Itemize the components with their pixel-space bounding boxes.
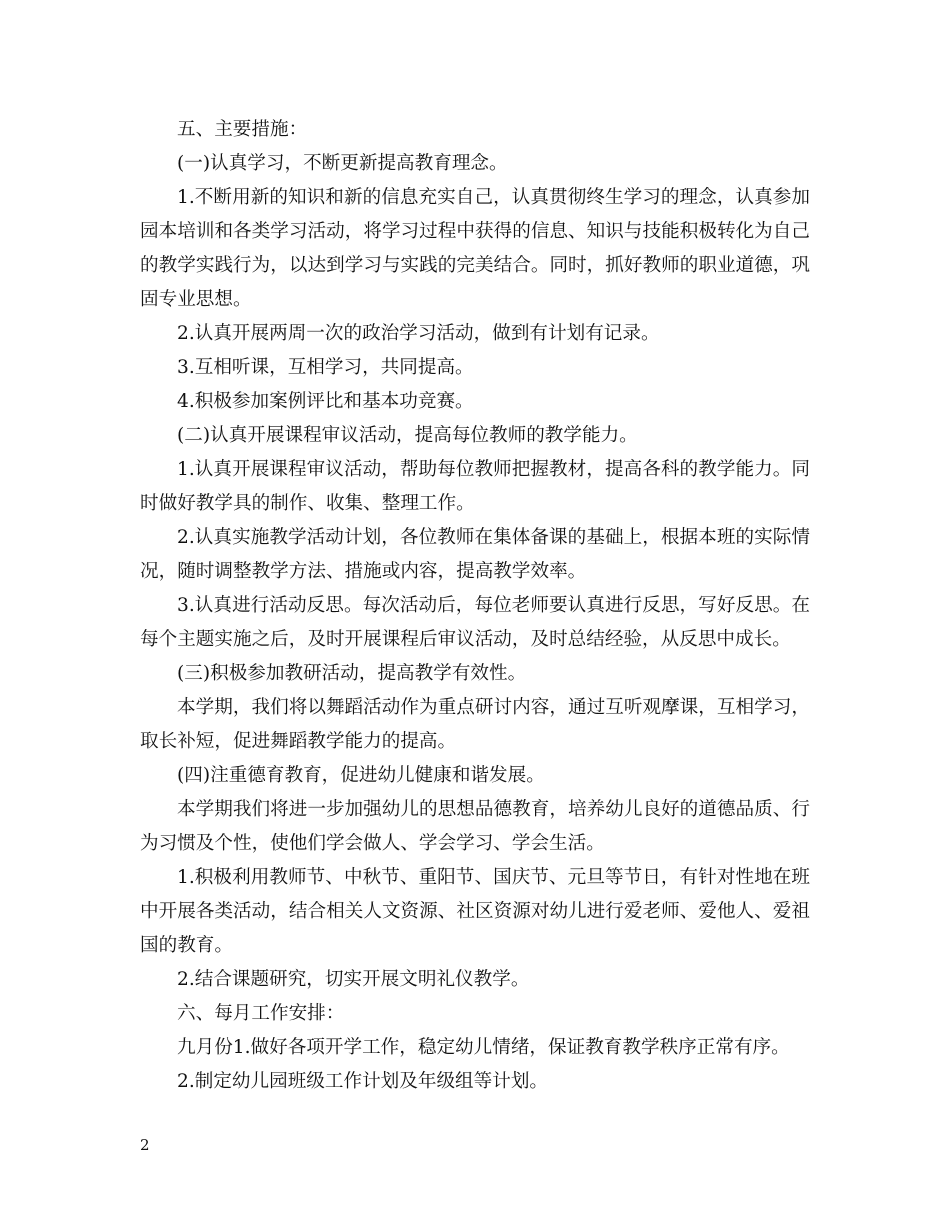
- paragraph: 2.制定幼儿园班级工作计划及年级组等计划。: [177, 1071, 549, 1092]
- subsection-heading-study: (一)认真学习，不断更新提高教育理念。: [177, 153, 508, 174]
- paragraph: 3.互相听课，互相学习，共同提高。: [177, 357, 474, 378]
- paragraph: 2.结合课题研究，切实开展文明礼仪教学。: [177, 969, 530, 990]
- paragraph: 1.认真开展课程审议活动，帮助每位教师把握教材，提高各科的教学能力。同时做好教学具的制作、收集、整理工作。: [140, 459, 810, 514]
- paragraph: 1.积极利用教师节、中秋节、重阳节、国庆节、元旦等节日，有针对性地在班中开展各类活动，结合相关人文资源、社区资源对幼儿进行爱老师、爱他人、爱祖国的教育。: [140, 867, 810, 956]
- section-heading-monthly-schedule: 六、每月工作安排：: [177, 1003, 345, 1024]
- document-body: [140, 113, 810, 1099]
- subsection-heading-curriculum: (二)认真开展课程审议活动，提高每位教师的教学能力。: [177, 425, 638, 446]
- subsection-heading-research: (三)积极参加教研活动，提高教学有效性。: [177, 663, 527, 684]
- paragraph: 九月份1.做好各项开学工作，稳定幼儿情绪，保证教育教学秩序正常有序。: [177, 1037, 790, 1058]
- paragraph: 1.不断用新的知识和新的信息充实自己，认真贯彻终生学习的理念，认真参加园本培训和各类学习活动，将学习过程中获得的信息、知识与技能积极转化为自己的教学实践行为，以达到学习与实践的完美结合。同时，抓好教师的职业道德，巩固专业思想。: [140, 187, 810, 310]
- paragraph: 本学期我们将进一步加强幼儿的思想品德教育，培养幼儿良好的道德品质、行为习惯及个性，使他们学会做人、学会学习、学会生活。: [140, 799, 810, 854]
- paragraph: 本学期，我们将以舞蹈活动作为重点研讨内容，通过互听观摩课，互相学习，取长补短，促进舞蹈教学能力的提高。: [140, 697, 810, 752]
- page-number: 2: [140, 1136, 150, 1154]
- section-heading-main-measures: 五、主要措施：: [177, 119, 308, 140]
- paragraph: 4.积极参加案例评比和基本功竞赛。: [177, 391, 474, 412]
- paragraph: 2.认真实施教学活动计划，各位教师在集体备课的基础上，根据本班的实际情况，随时调整教学方法、措施或内容，提高教学效率。: [140, 527, 810, 582]
- paragraph: 2.认真开展两周一次的政治学习活动，做到有计划有记录。: [177, 323, 660, 344]
- paragraph: 3.认真进行活动反思。每次活动后，每位老师要认真进行反思，写好反思。在每个主题实施之后，及时开展课程后审议活动，及时总结经验，从反思中成长。: [140, 595, 810, 650]
- subsection-heading-moral-education: (四)注重德育教育，促进幼儿健康和谐发展。: [177, 765, 545, 786]
